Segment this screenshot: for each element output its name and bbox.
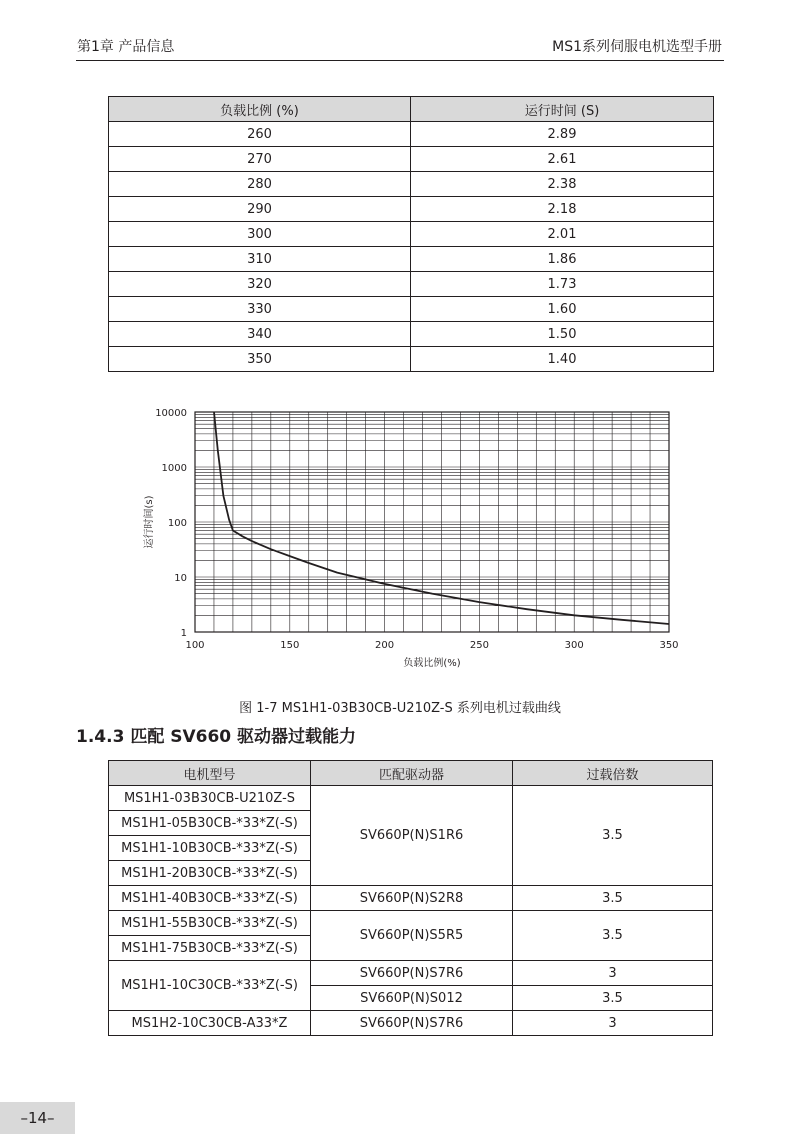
- x-tick-label: 100: [185, 640, 205, 651]
- table-row: [109, 322, 714, 347]
- column-header-factor: 过载倍数: [513, 761, 713, 786]
- x-axis-label: 负载比例(%): [403, 658, 461, 669]
- cell-drive: SV660P(N)S5R5: [311, 911, 513, 961]
- cell-time: 2.38: [411, 172, 714, 197]
- cell-time: 2.61: [411, 147, 714, 172]
- chart-svg: [140, 398, 680, 678]
- cell-load: 330: [109, 297, 411, 322]
- x-tick-label: 300: [564, 640, 584, 651]
- cell-factor: 3: [513, 961, 713, 986]
- table-row: [109, 961, 713, 986]
- cell-load: 290: [109, 197, 411, 222]
- y-tick-label: 1000: [161, 463, 187, 474]
- cell-time: 1.60: [411, 297, 714, 322]
- cell-motor: MS1H1-55B30CB-*33*Z(-S): [109, 911, 311, 936]
- x-tick-label: 150: [280, 640, 300, 651]
- cell-time: 2.18: [411, 197, 714, 222]
- cell-load: 340: [109, 322, 411, 347]
- cell-time: 2.89: [411, 122, 714, 147]
- table-row: [109, 886, 713, 911]
- y-tick-label: 10000: [155, 408, 187, 419]
- table-header-row: [109, 97, 714, 122]
- cell-time: 2.01: [411, 222, 714, 247]
- column-header-time: 运行时间 (S): [411, 97, 714, 122]
- column-header-motor: 电机型号: [109, 761, 311, 786]
- cell-load: 350: [109, 347, 411, 372]
- header-rule: [76, 60, 724, 61]
- header-chapter: 第1章 产品信息: [77, 39, 175, 55]
- x-tick-label: 350: [659, 640, 679, 651]
- cell-drive: SV660P(N)S7R6: [311, 1011, 513, 1036]
- cell-drive: SV660P(N)S012: [311, 986, 513, 1011]
- column-header-drive: 匹配驱动器: [311, 761, 513, 786]
- load-time-table: [108, 96, 714, 372]
- table-row: [109, 297, 714, 322]
- cell-load: 320: [109, 272, 411, 297]
- cell-factor: 3.5: [513, 986, 713, 1011]
- cell-time: 1.73: [411, 272, 714, 297]
- cell-factor: 3: [513, 1011, 713, 1036]
- cell-load: 280: [109, 172, 411, 197]
- figure-caption: 图 1-7 MS1H1-03B30CB-U210Z-S 系列电机过载曲线: [239, 701, 561, 716]
- cell-load: 260: [109, 122, 411, 147]
- table-row: [109, 272, 714, 297]
- cell-motor: MS1H1-40B30CB-*33*Z(-S): [109, 886, 311, 911]
- table-row: [109, 172, 714, 197]
- cell-factor: 3.5: [513, 786, 713, 886]
- cell-load: 300: [109, 222, 411, 247]
- cell-load: 310: [109, 247, 411, 272]
- header-manual-title: MS1系列伺服电机选型手册: [552, 39, 722, 55]
- cell-time: 1.50: [411, 322, 714, 347]
- y-axis-label: 运行时间(s): [144, 495, 155, 549]
- table-row: [109, 197, 714, 222]
- cell-motor: MS1H1-03B30CB-U210Z-S: [109, 786, 311, 811]
- cell-time: 1.40: [411, 347, 714, 372]
- cell-drive: SV660P(N)S1R6: [311, 786, 513, 886]
- cell-motor: MS1H1-10B30CB-*33*Z(-S): [109, 836, 311, 861]
- y-tick-label: 100: [167, 518, 187, 529]
- column-header-load: 负载比例 (%): [109, 97, 411, 122]
- cell-factor: 3.5: [513, 886, 713, 911]
- cell-drive: SV660P(N)S7R6: [311, 961, 513, 986]
- x-tick-label: 200: [375, 640, 395, 651]
- table-row: [109, 147, 714, 172]
- x-tick-label: 250: [469, 640, 489, 651]
- table-row: [109, 247, 714, 272]
- cell-motor: MS1H2-10C30CB-A33*Z: [109, 1011, 311, 1036]
- drive-overload-table: [108, 760, 713, 1036]
- table-row: [109, 786, 713, 811]
- cell-motor: MS1H1-20B30CB-*33*Z(-S): [109, 861, 311, 886]
- cell-motor: MS1H1-05B30CB-*33*Z(-S): [109, 811, 311, 836]
- y-tick-label: 1: [180, 628, 187, 639]
- cell-load: 270: [109, 147, 411, 172]
- cell-motor: MS1H1-75B30CB-*33*Z(-S): [109, 936, 311, 961]
- table-row: [109, 122, 714, 147]
- table-row: [109, 911, 713, 936]
- table-row: [109, 222, 714, 247]
- overload-curve-chart: [140, 398, 680, 678]
- cell-time: 1.86: [411, 247, 714, 272]
- page-number: –14–: [0, 1102, 75, 1134]
- table-row: [109, 1011, 713, 1036]
- cell-drive: SV660P(N)S2R8: [311, 886, 513, 911]
- section-title: 1.4.3 匹配 SV660 驱动器过载能力: [76, 727, 357, 747]
- table-row: [109, 347, 714, 372]
- table-header-row: [109, 761, 713, 786]
- cell-factor: 3.5: [513, 911, 713, 961]
- cell-motor: MS1H1-10C30CB-*33*Z(-S): [109, 961, 311, 1011]
- y-tick-label: 10: [174, 573, 187, 584]
